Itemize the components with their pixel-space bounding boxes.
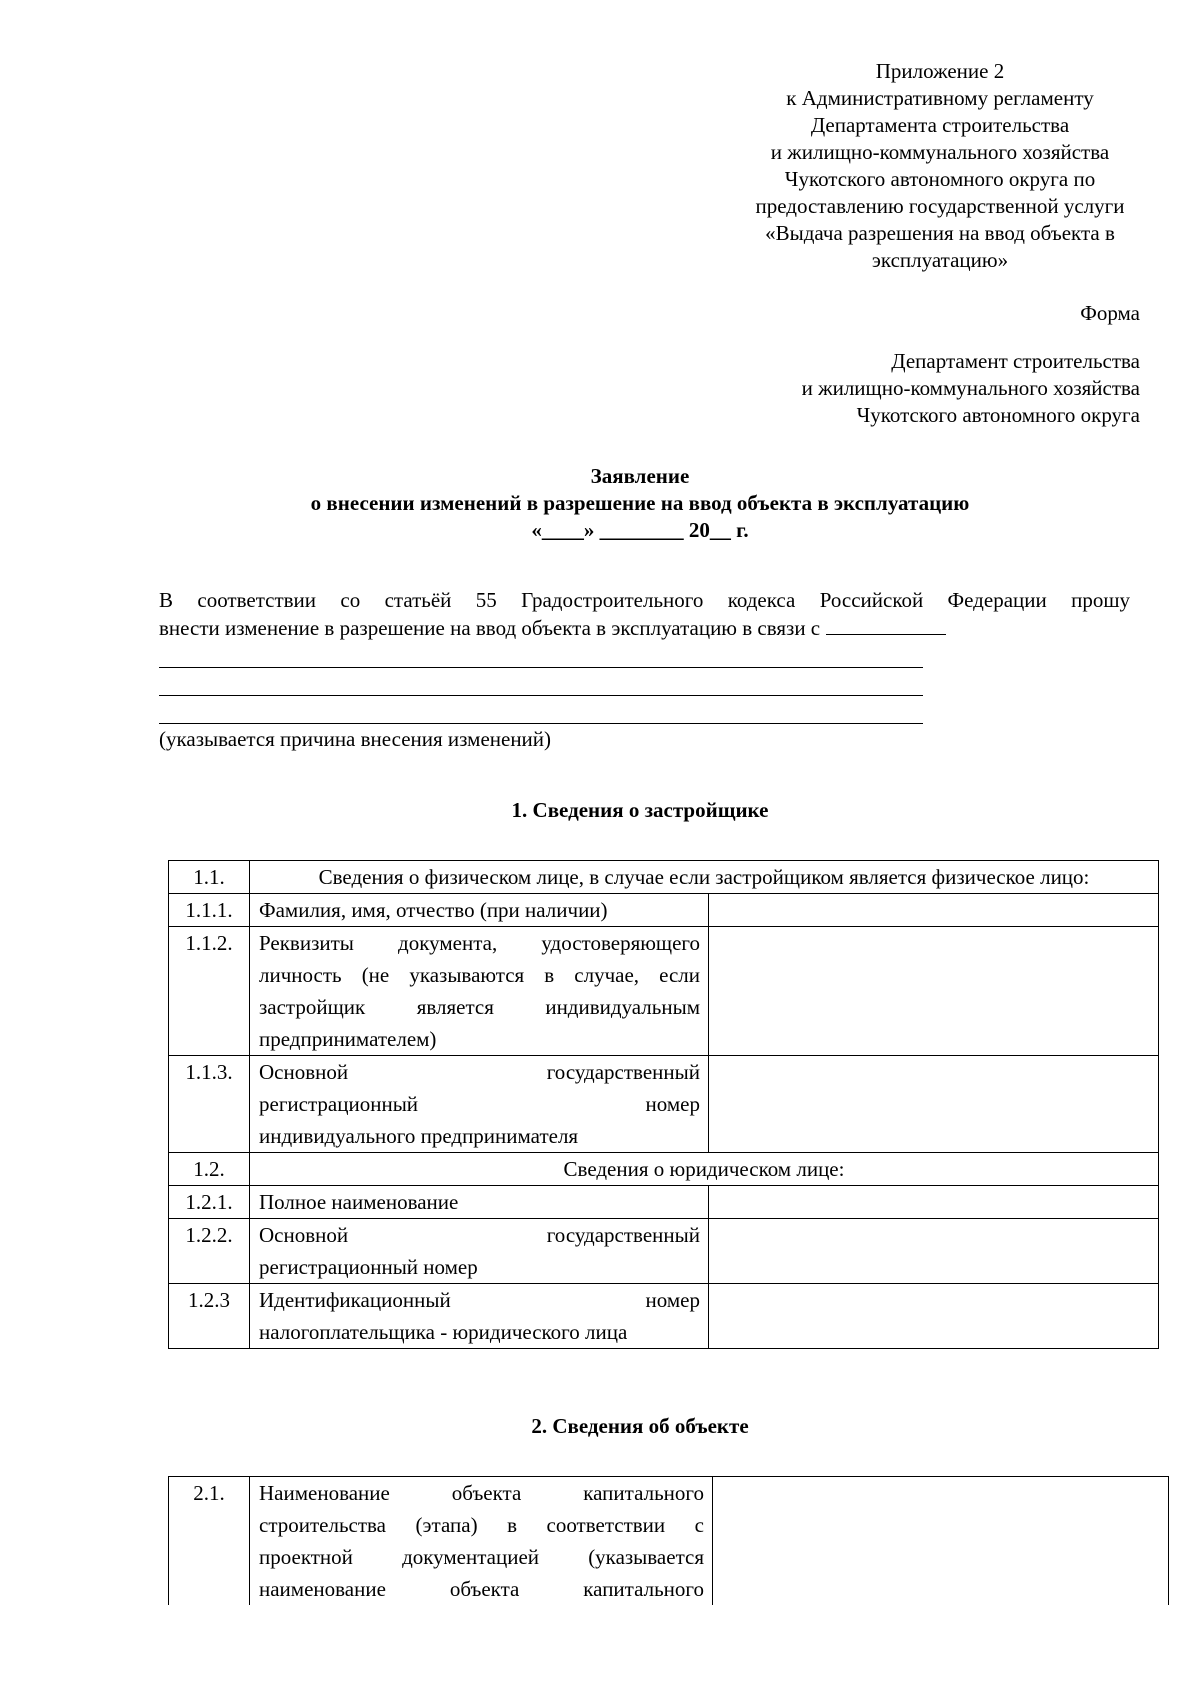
appendix-line: и жилищно-коммунального хозяйства [770, 140, 1110, 164]
label-line: регистрационный номер [259, 1255, 478, 1279]
label-line: личность (не указываются в случае, если [259, 963, 700, 987]
label-line: регистрационный номер [259, 1092, 700, 1116]
title-date-blank: «____» ________ 20__ г. [531, 518, 749, 542]
label-line: предпринимателем) [259, 1027, 437, 1051]
row-value-cell[interactable] [709, 1186, 1159, 1219]
row-label [250, 1219, 709, 1284]
table-row [169, 861, 1159, 894]
object-table [168, 1476, 1169, 1605]
label-line: Идентификационный номер [259, 1288, 700, 1312]
row-value-cell[interactable] [709, 1056, 1159, 1153]
row-label [250, 1477, 713, 1606]
label-line: налогоплательщика - юридического лица [259, 1320, 628, 1344]
table-row [169, 1186, 1159, 1219]
row-value-cell[interactable] [709, 927, 1159, 1056]
appendix-header [690, 58, 1190, 274]
label-line: Основной государственный [259, 1060, 700, 1084]
appendix-line: эксплуатацию» [871, 248, 1009, 272]
row-label [250, 927, 709, 1056]
appendix-line: к Административному регламенту [786, 86, 1094, 110]
appendix-line: предоставлению государственной услуги [755, 194, 1125, 218]
row-number: 1.1. [169, 861, 250, 894]
appendix-line: Чукотского автономного округа по [784, 167, 1096, 191]
row-value-cell[interactable] [709, 1219, 1159, 1284]
label-line: проектной документацией (указывается [259, 1545, 704, 1569]
appendix-line: Департамента строительства [810, 113, 1070, 137]
row-value-cell[interactable] [709, 894, 1159, 927]
table-row [169, 1056, 1159, 1153]
row-number: 1.1.2. [169, 927, 250, 1056]
table-row [169, 927, 1159, 1056]
reason-line[interactable] [159, 695, 923, 696]
row-number: 1.1.3. [169, 1056, 250, 1153]
reason-line[interactable] [159, 667, 923, 668]
developer-table [168, 860, 1159, 1349]
label-line: строительства (этапа) в соответствии с [259, 1513, 704, 1537]
row-heading: Сведения о юридическом лице: [250, 1153, 1159, 1186]
request-line-text: внести изменение в разрешение на ввод объекта в эксплуатацию в связи с [159, 616, 821, 640]
addressee-line: Чукотского автономного округа [856, 403, 1140, 427]
row-value-cell[interactable] [709, 1284, 1159, 1349]
label-line: индивидуального предпринимателя [259, 1124, 579, 1148]
row-heading: Сведения о физическом лице, в случае если застройщиком является физическое лицо: [250, 861, 1159, 894]
addressee-line: Департамент строительства [891, 349, 1140, 373]
row-number: 1.2.3 [169, 1284, 250, 1349]
request-paragraph [159, 586, 1130, 642]
appendix-line: Приложение 2 [875, 59, 1005, 83]
section-title: 2. Сведения об объекте [531, 1414, 749, 1438]
title-line: Заявление [590, 464, 690, 488]
section-title: 1. Сведения о застройщике [511, 798, 769, 822]
request-line: В соответствии со статьёй 55 Градостроительного кодекса Российской Федерации прошу [159, 588, 1130, 612]
document-title [155, 463, 1125, 544]
row-label [250, 1284, 709, 1349]
table-row [169, 1153, 1159, 1186]
form-label: Форма [1080, 301, 1140, 325]
table-row [169, 1284, 1159, 1349]
row-number: 2.1. [169, 1477, 250, 1606]
addressee-block [802, 348, 1140, 429]
row-label [250, 1056, 709, 1153]
addressee-line: и жилищно-коммунального хозяйства [801, 376, 1140, 400]
row-number: 1.2. [169, 1153, 250, 1186]
row-label: Фамилия, имя, отчество (при наличии) [250, 894, 709, 927]
row-value-cell[interactable] [713, 1477, 1169, 1606]
title-subject: о внесении изменений в разрешение на ввод объекта в эксплуатацию [310, 491, 970, 515]
reason-note: (указывается причина внесения изменений) [159, 727, 552, 751]
reason-blank[interactable] [826, 614, 946, 635]
request-line-2 [159, 614, 1130, 642]
row-number: 1.2.1. [169, 1186, 250, 1219]
label-line: застройщик является индивидуальным [259, 995, 700, 1019]
label-line: наименование объекта капитального [259, 1577, 704, 1601]
row-number: 1.1.1. [169, 894, 250, 927]
row-number: 1.2.2. [169, 1219, 250, 1284]
label-line: Наименование объекта капитального [259, 1481, 704, 1505]
reason-line[interactable] [159, 723, 923, 724]
table-row [169, 1219, 1159, 1284]
row-label: Полное наименование [250, 1186, 709, 1219]
table-row [169, 894, 1159, 927]
appendix-line: «Выдача разрешения на ввод объекта в [765, 221, 1115, 245]
label-line: Основной государственный [259, 1223, 700, 1247]
label-line: Реквизиты документа, удостоверяющего [259, 931, 700, 955]
table-row [169, 1477, 1169, 1606]
